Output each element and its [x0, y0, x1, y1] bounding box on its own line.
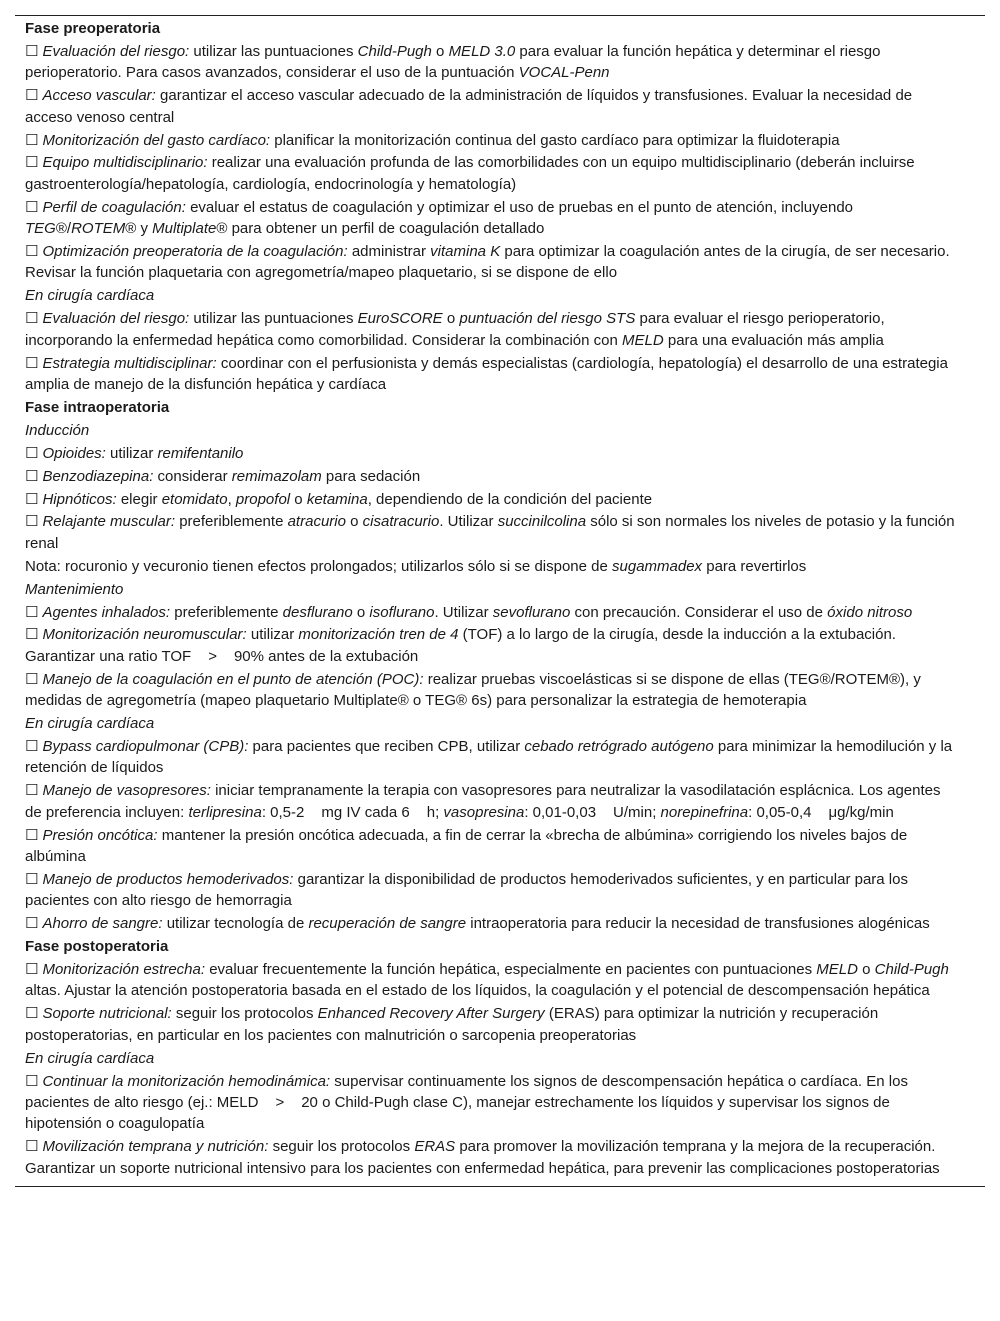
- emphasis-text: remimazolam: [231, 467, 322, 485]
- item-label: Agentes inhalados:: [42, 603, 171, 621]
- body-text: : 0,5-2: [261, 803, 305, 821]
- checklist-body: [15, 18, 985, 1179]
- body-text: garantizar la disponibilidad de productos hemoderivados suficientes, y en particular para los pacientes con alto riesgo de hemorragia: [25, 870, 908, 910]
- body-text: preferiblemente: [179, 513, 288, 531]
- body-text: ® para obtener un perfil de coagulación detallado: [216, 220, 545, 238]
- emphasis-text: MELD 3.0: [448, 42, 516, 60]
- body-text: para sedación: [321, 467, 421, 485]
- item-label: Equipo multidisciplinario:: [42, 154, 208, 172]
- body-text: o: [431, 42, 449, 60]
- item-label: Benzodiazepina:: [42, 467, 154, 485]
- emphasis-text: VOCAL-Penn: [518, 64, 610, 82]
- body-text: mantener la presión oncótica adecuada, a fin de cerrar la «brecha de albúmina» corrigiendo los niveles bajos de albúmina: [25, 826, 908, 866]
- checkbox-icon: ☐: [25, 310, 39, 328]
- checkbox-icon: ☐: [25, 131, 39, 149]
- body-text: o: [290, 490, 307, 508]
- emphasis-text: propofol: [235, 490, 291, 508]
- emphasis-text: MELD: [816, 961, 858, 979]
- subsection-heading: Mantenimiento: [25, 580, 124, 598]
- checklist-item: [15, 959, 985, 1002]
- checklist-item: [15, 869, 985, 912]
- emphasis-text: cebado retrógrado autógeno: [524, 738, 714, 755]
- body-text: planificar la monitorización continua del gasto cardíaco para optimizar la fluidoterapia: [274, 131, 840, 149]
- item-label: Estrategia multidisciplinar:: [42, 354, 217, 372]
- body-text: altas. Ajustar la atención postoperatoria basada en el estado de los líquidos, la coagulación y el potencial de descompensación hepática: [25, 982, 930, 1000]
- checkbox-icon: ☐: [25, 670, 39, 688]
- item-label: Monitorización neuromuscular:: [42, 626, 247, 644]
- checkbox-icon: ☐: [25, 1005, 39, 1023]
- body-text: >: [208, 647, 217, 665]
- checklist-item: [15, 489, 985, 510]
- body-text: ®/: [55, 220, 72, 238]
- emphasis-text: recuperación de sangre: [308, 915, 467, 933]
- body-text: >: [275, 1094, 285, 1111]
- body-text: garantizar el acceso vascular adecuado de la administración de líquidos y transfusiones. Evaluar la necesidad de acceso venoso central: [25, 87, 913, 126]
- checkbox-icon: ☐: [25, 354, 39, 372]
- body-text: o: [352, 603, 370, 621]
- item-label: Ahorro de sangre:: [42, 915, 163, 933]
- subsection-heading: En cirugía cardíaca: [25, 715, 155, 733]
- checkbox-icon: ☐: [25, 961, 39, 979]
- body-text: evaluar el estatus de coagulación y optimizar el uso de pruebas en el punto de atención, incluyendo: [190, 198, 853, 216]
- body-text: . Utilizar: [434, 603, 493, 621]
- checklist-item: [15, 466, 985, 487]
- checklist-item: [15, 353, 985, 396]
- item-label: Perfil de coagulación:: [42, 198, 186, 216]
- body-text: μg/kg/min: [828, 803, 894, 821]
- body-text: preferiblemente: [174, 603, 283, 621]
- checkbox-icon: ☐: [25, 603, 39, 621]
- item-label: Opioides:: [42, 444, 106, 462]
- checklist-item: [15, 443, 985, 464]
- emphasis-text: ROTEM: [71, 220, 126, 238]
- body-text: supervisar continuamente los signos de descompensación hepática o cardíaca. En los pacientes de alto riesgo (ej.: MELD: [25, 1072, 908, 1111]
- emphasis-text: óxido nitroso: [827, 603, 913, 621]
- checkbox-icon: ☐: [25, 738, 39, 755]
- checkbox-icon: ☐: [25, 782, 39, 800]
- checkbox-icon: ☐: [25, 826, 39, 844]
- emphasis-text: MELD: [622, 331, 664, 349]
- emphasis-text: remifentanilo: [157, 444, 244, 462]
- checkbox-icon: ☐: [25, 467, 39, 485]
- body-text: utilizar las puntuaciones: [193, 310, 358, 328]
- checklist-table: [15, 15, 985, 1187]
- item-label: Continuar la monitorización hemodinámica:: [42, 1072, 331, 1090]
- emphasis-text: isoflurano: [369, 603, 435, 621]
- checklist-item: [15, 624, 985, 667]
- item-label: Movilización temprana y nutrición:: [42, 1138, 269, 1156]
- checklist-item: [15, 825, 985, 868]
- item-label: Monitorización estrecha:: [42, 961, 206, 979]
- emphasis-text: norepinefrina: [660, 803, 749, 821]
- emphasis-text: Multiplate: [152, 220, 217, 238]
- body-text: o: [857, 961, 875, 979]
- body-text: iniciar tempranamente la terapia con vasopresores para neutralizar la vasodilatación esplácnica. Los agentes de preferencia incluyen:: [25, 782, 941, 821]
- emphasis-text: Child-Pugh: [357, 42, 432, 60]
- item-label: Acceso vascular:: [42, 87, 156, 105]
- checklist-item: [15, 602, 985, 623]
- item-label: Monitorización del gasto cardíaco:: [42, 131, 271, 149]
- body-text: sólo si son normales los niveles de potasio y la función renal: [25, 513, 955, 552]
- body-text: seguir los protocolos: [272, 1138, 415, 1156]
- body-text: para revertirlos: [702, 557, 807, 575]
- checkbox-icon: ☐: [25, 513, 39, 531]
- body-text: h;: [426, 803, 444, 821]
- subsection-heading: Inducción: [25, 421, 90, 439]
- body-text: ,: [227, 490, 236, 508]
- emphasis-text: terlipresina: [188, 803, 262, 821]
- checklist-item: [15, 130, 985, 151]
- body-text: administrar: [351, 243, 431, 261]
- emphasis-text: monitorización tren de 4: [298, 626, 459, 644]
- item-label: Hipnóticos:: [42, 490, 117, 508]
- body-text: mg IV cada 6: [321, 803, 410, 821]
- body-text: para optimizar la coagulación antes de la cirugía, de ser necesario. Revisar la función plaquetaria con agregometría/mapeo plaquetario, si se dispone de ello: [25, 243, 950, 282]
- checklist-item: [15, 780, 985, 823]
- emphasis-text: ketamina: [306, 490, 368, 508]
- body-text: 90% antes de la extubación: [233, 647, 419, 665]
- checkbox-icon: ☐: [25, 87, 39, 105]
- checkbox-icon: ☐: [25, 444, 39, 462]
- body-text: utilizar las puntuaciones: [193, 42, 358, 60]
- body-text: 20 o Child-Pugh clase C), manejar estrechamente los líquidos y supervisar los signos de hipotensión o coagulopatía: [25, 1094, 890, 1133]
- body-text: evaluar frecuentemente la función hepática, especialmente en pacientes con puntuaciones: [209, 961, 817, 979]
- emphasis-text: ERAS: [414, 1138, 456, 1156]
- body-text: (TOF) a lo largo de la cirugía, desde la inducción a la extubación. Garantizar una ratio TOF: [25, 626, 896, 665]
- body-text: ® y: [125, 220, 153, 238]
- body-text: utilizar: [110, 444, 158, 462]
- emphasis-text: sugammadex: [612, 557, 703, 575]
- body-text: (ERAS) para optimizar la nutrición y recuperación postoperatorias, en particular en los pacientes con malnutrición o sarcopenia preoperatorias: [25, 1005, 879, 1044]
- body-text: utilizar: [250, 626, 299, 644]
- body-text: intraoperatoria para reducir la necesidad de transfusiones alogénicas: [466, 915, 930, 933]
- body-text: considerar: [157, 467, 232, 485]
- section-heading: Fase intraoperatoria: [25, 398, 170, 416]
- note-row: [15, 556, 985, 577]
- checkbox-icon: ☐: [25, 154, 39, 172]
- checkbox-icon: ☐: [25, 42, 39, 60]
- body-text: . Utilizar: [439, 513, 498, 531]
- item-label: Soporte nutricional:: [42, 1005, 172, 1023]
- subsection-heading: En cirugía cardíaca: [25, 287, 155, 305]
- body-text: para pacientes que reciben CPB, utilizar: [252, 738, 525, 755]
- body-text: o: [442, 310, 460, 328]
- subsection-heading: En cirugía cardíaca: [25, 1049, 155, 1067]
- checklist-item: [15, 1136, 985, 1179]
- checkbox-icon: ☐: [25, 490, 39, 508]
- checklist-item: [15, 511, 985, 554]
- body-text: seguir los protocolos: [175, 1005, 318, 1023]
- checkbox-icon: ☐: [25, 915, 39, 933]
- body-text: : 0,05-0,4: [748, 803, 812, 821]
- emphasis-text: cisatracurio: [362, 513, 440, 531]
- body-text: elegir: [120, 490, 162, 508]
- emphasis-text: Child-Pugh: [874, 961, 949, 979]
- emphasis-text: puntuación del riesgo STS: [459, 310, 636, 328]
- emphasis-text: vitamina K: [430, 243, 501, 261]
- body-text: o: [345, 513, 363, 531]
- body-text: para una evaluación más amplia: [663, 331, 884, 349]
- checklist-item: [15, 41, 985, 84]
- emphasis-text: sevoflurano: [492, 603, 571, 621]
- checkbox-icon: ☐: [25, 243, 39, 261]
- body-text: Nota: rocuronio y vecuronio tienen efectos prolongados; utilizarlos sólo si se dispone de: [25, 557, 613, 575]
- item-label: Bypass cardiopulmonar (CPB):: [42, 738, 249, 755]
- checklist-item: [15, 1071, 985, 1135]
- body-text: para evaluar la función hepática y determinar el riesgo perioperatorio. Para casos avanzados, considerar el uso de la puntuación: [25, 42, 881, 82]
- emphasis-text: desflurano: [282, 603, 353, 621]
- checklist-item: [15, 1003, 985, 1046]
- body-text: U/min;: [613, 803, 661, 821]
- body-text: para evaluar el riesgo perioperatorio, incorporando la enfermedad hepática como comorbilidad. Considerar la combinación con: [25, 310, 885, 349]
- body-text: coordinar con el perfusionista y demás especialistas (cardiología, hepatología) el desarrollo de una estrategia amplia de manejo de la disfunción hepática y cardíaca: [25, 354, 948, 393]
- emphasis-text: atracurio: [287, 513, 346, 531]
- item-label: Relajante muscular:: [42, 513, 176, 531]
- checklist-item: [15, 152, 985, 195]
- emphasis-text: vasopresina: [443, 803, 525, 821]
- checklist-item: [15, 85, 985, 128]
- checkbox-icon: ☐: [25, 198, 39, 216]
- checklist-item: [15, 736, 985, 779]
- item-label: Presión oncótica:: [42, 826, 158, 844]
- body-text: para minimizar la hemodilución y la retención de líquidos: [25, 738, 953, 777]
- checklist-item: [15, 197, 985, 240]
- body-text: utilizar tecnología de: [166, 915, 309, 933]
- checklist-item: [15, 241, 985, 284]
- emphasis-text: TEG: [25, 220, 56, 238]
- checkbox-icon: ☐: [25, 1072, 39, 1090]
- item-label: Evaluación del riesgo:: [42, 42, 190, 60]
- body-text: con precaución. Considerar el uso de: [570, 603, 828, 621]
- body-text: realizar una evaluación profunda de las comorbilidades con un equipo multidisciplinario (deberán incluirse gastroenterología/hepatología, cardiología, endocrinología y hematología): [25, 154, 915, 193]
- checklist-item: [15, 669, 985, 712]
- item-label: Optimización preoperatoria de la coagulación:: [42, 243, 348, 261]
- body-text: para promover la movilización temprana y la mejora de la recuperación. Garantizar un soporte nutricional intensivo para los pacientes con enfermedad hepática, para prevenir las complicaciones postoperatorias: [25, 1138, 940, 1177]
- item-label: Evaluación del riesgo:: [42, 310, 190, 328]
- emphasis-text: etomidato: [161, 490, 228, 508]
- checklist-item: [15, 308, 985, 351]
- emphasis-text: succinilcolina: [497, 513, 587, 531]
- checkbox-icon: ☐: [25, 626, 39, 644]
- body-text: realizar pruebas viscoelásticas si se dispone de ellas (TEG®/ROTEM®), y medidas de agregometría (mapeo plaquetario Multiplate® o TEG® 6s) para personalizar la estrategia de hemoterapia: [25, 670, 921, 710]
- checkbox-icon: ☐: [25, 1138, 39, 1156]
- checkbox-icon: ☐: [25, 870, 39, 888]
- item-label: Manejo de productos hemoderivados:: [42, 870, 294, 888]
- section-heading: Fase postoperatoria: [25, 938, 169, 956]
- body-text: , dependiendo de la condición del paciente: [367, 490, 653, 508]
- item-label: Manejo de la coagulación en el punto de atención (POC):: [42, 670, 424, 688]
- checklist-item: [15, 913, 985, 934]
- item-label: Manejo de vasopresores:: [42, 782, 211, 800]
- body-text: : 0,01-0,03: [524, 803, 597, 821]
- emphasis-text: Enhanced Recovery After Surgery: [317, 1005, 545, 1023]
- emphasis-text: EuroSCORE: [357, 310, 443, 328]
- section-heading: Fase preoperatoria: [25, 20, 161, 37]
